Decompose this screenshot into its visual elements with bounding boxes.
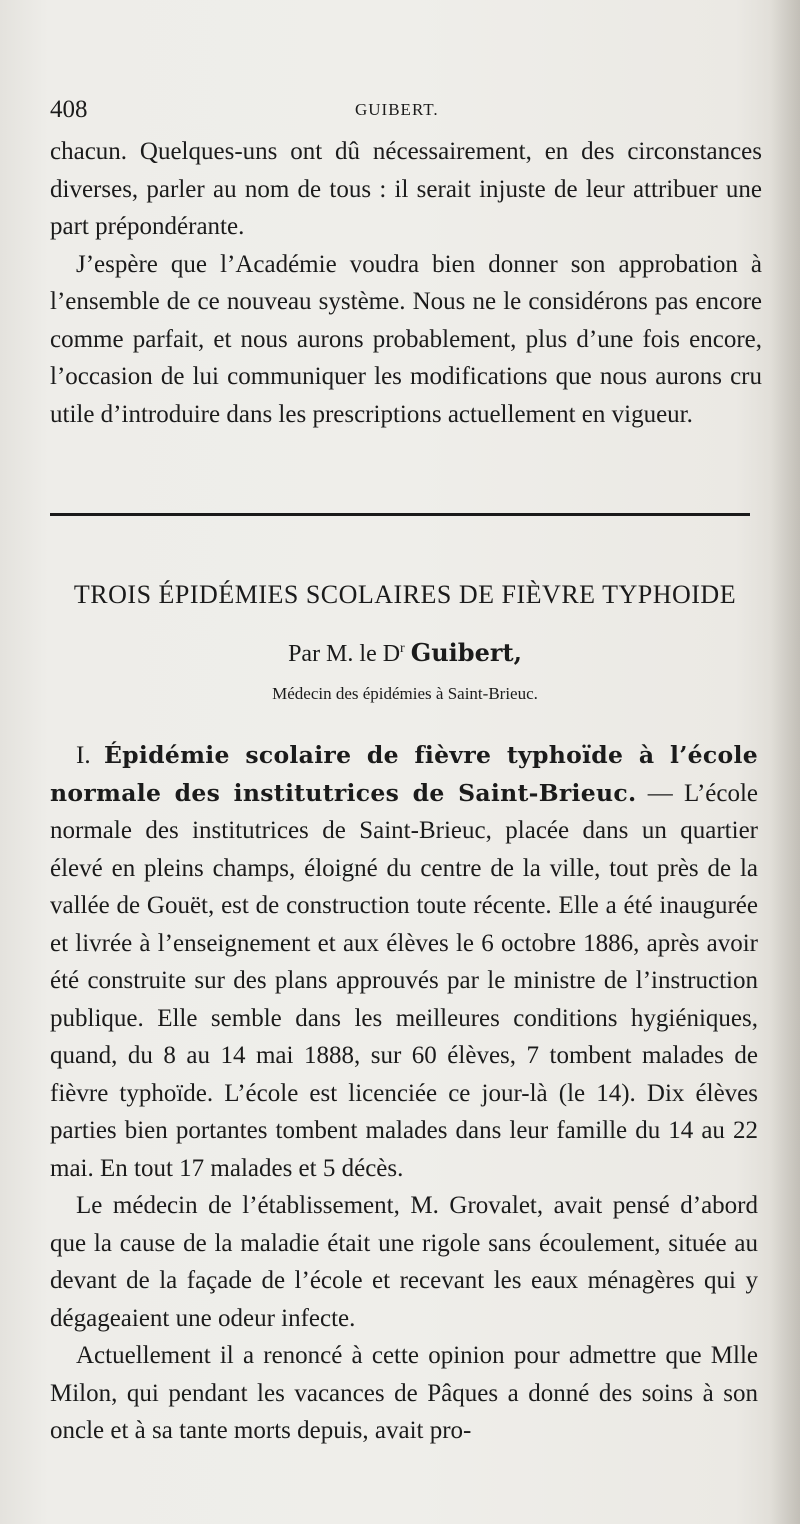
body-paragraph-3: Actuellement il a renoncé à cette opinion pour admettre que Mlle Milon, qui pendant les vacances de Pâques a donné des soins à son oncle et à sa tante morts depuis, avait pro-	[50, 1342, 758, 1444]
author-affiliation: Médecin des épidémies à Saint-Brieuc.	[272, 684, 538, 703]
closing-paragraph-2: J’espère que l’Académie voudra bien donner son approbation à l’ensemble de ce nouveau système. Nous ne le considérons pas encore comme parfait, et nous aurons probablement, plus d’une fois encore, l’occasion de lui communiquer les modifications que nous aurons cru utile d’introduire dans les prescriptions actuellement en vigueur.	[50, 250, 762, 428]
body-paragraph-1: L’école normale des institutrices de Saint-Brieuc, placée dans un quartier élevé en pleins champs, éloigné du centre de la ville, tout près de la vallée de Gouët, est de construction toute récente. Elle a été inaugurée et livrée à l’enseignement et aux élèves le 6 octobre 1886, après avoir été construite sur des plans approuvés par le ministre de l’instruction publique. Elle semble dans les meilleures conditions hygiéniques, quand, du 8 au 14 mai 1888, sur 60 élèves, 7 tombent malades de fièvre typhoïde. L’école est licenciée ce jour-là (le 14). Dix élèves parties bien portantes tombent malades dans leur famille du 14 au 22 mai. En tout 17 malades et 5 décès.	[50, 779, 759, 1182]
author-name: Guibert,	[410, 638, 522, 667]
article-body	[50, 737, 758, 1450]
section-heading: Épidémie scolaire de fièvre typhoïde à l’école normale des institutrices de Saint-Brieuc.	[50, 741, 758, 807]
section-dash: —	[636, 779, 684, 807]
byline	[50, 638, 760, 668]
article-title: TROIS ÉPIDÉMIES SCOLAIRES DE FIÈVRE TYPHOIDE	[73, 580, 737, 609]
running-head	[50, 96, 750, 126]
page-edge-shadow	[770, 0, 800, 1524]
byline-superscript: r	[400, 641, 405, 656]
closing-text	[50, 133, 762, 433]
running-title: GUIBERT.	[355, 100, 439, 119]
byline-prefix: Par M. le D	[288, 641, 401, 667]
closing-paragraph-1: chacun. Quelques-uns ont dû nécessairement, en des circonstances diverses, parler au nom de tous : il serait injuste de leur attribuer une part prépondérante.	[50, 138, 762, 240]
section-divider-rule	[50, 513, 750, 516]
section-number: I.	[76, 742, 91, 769]
page-number: 408	[50, 96, 88, 123]
body-paragraph-2: Le médecin de l’établissement, M. Grovalet, avait pensé d’abord que la cause de la maladie était une rigole sans écoulement, située au devant de la façade de l’école et recevant les eaux ménagères qui y dégageaient une odeur infecte.	[50, 1192, 758, 1332]
section-1-paragraph	[50, 737, 758, 1187]
